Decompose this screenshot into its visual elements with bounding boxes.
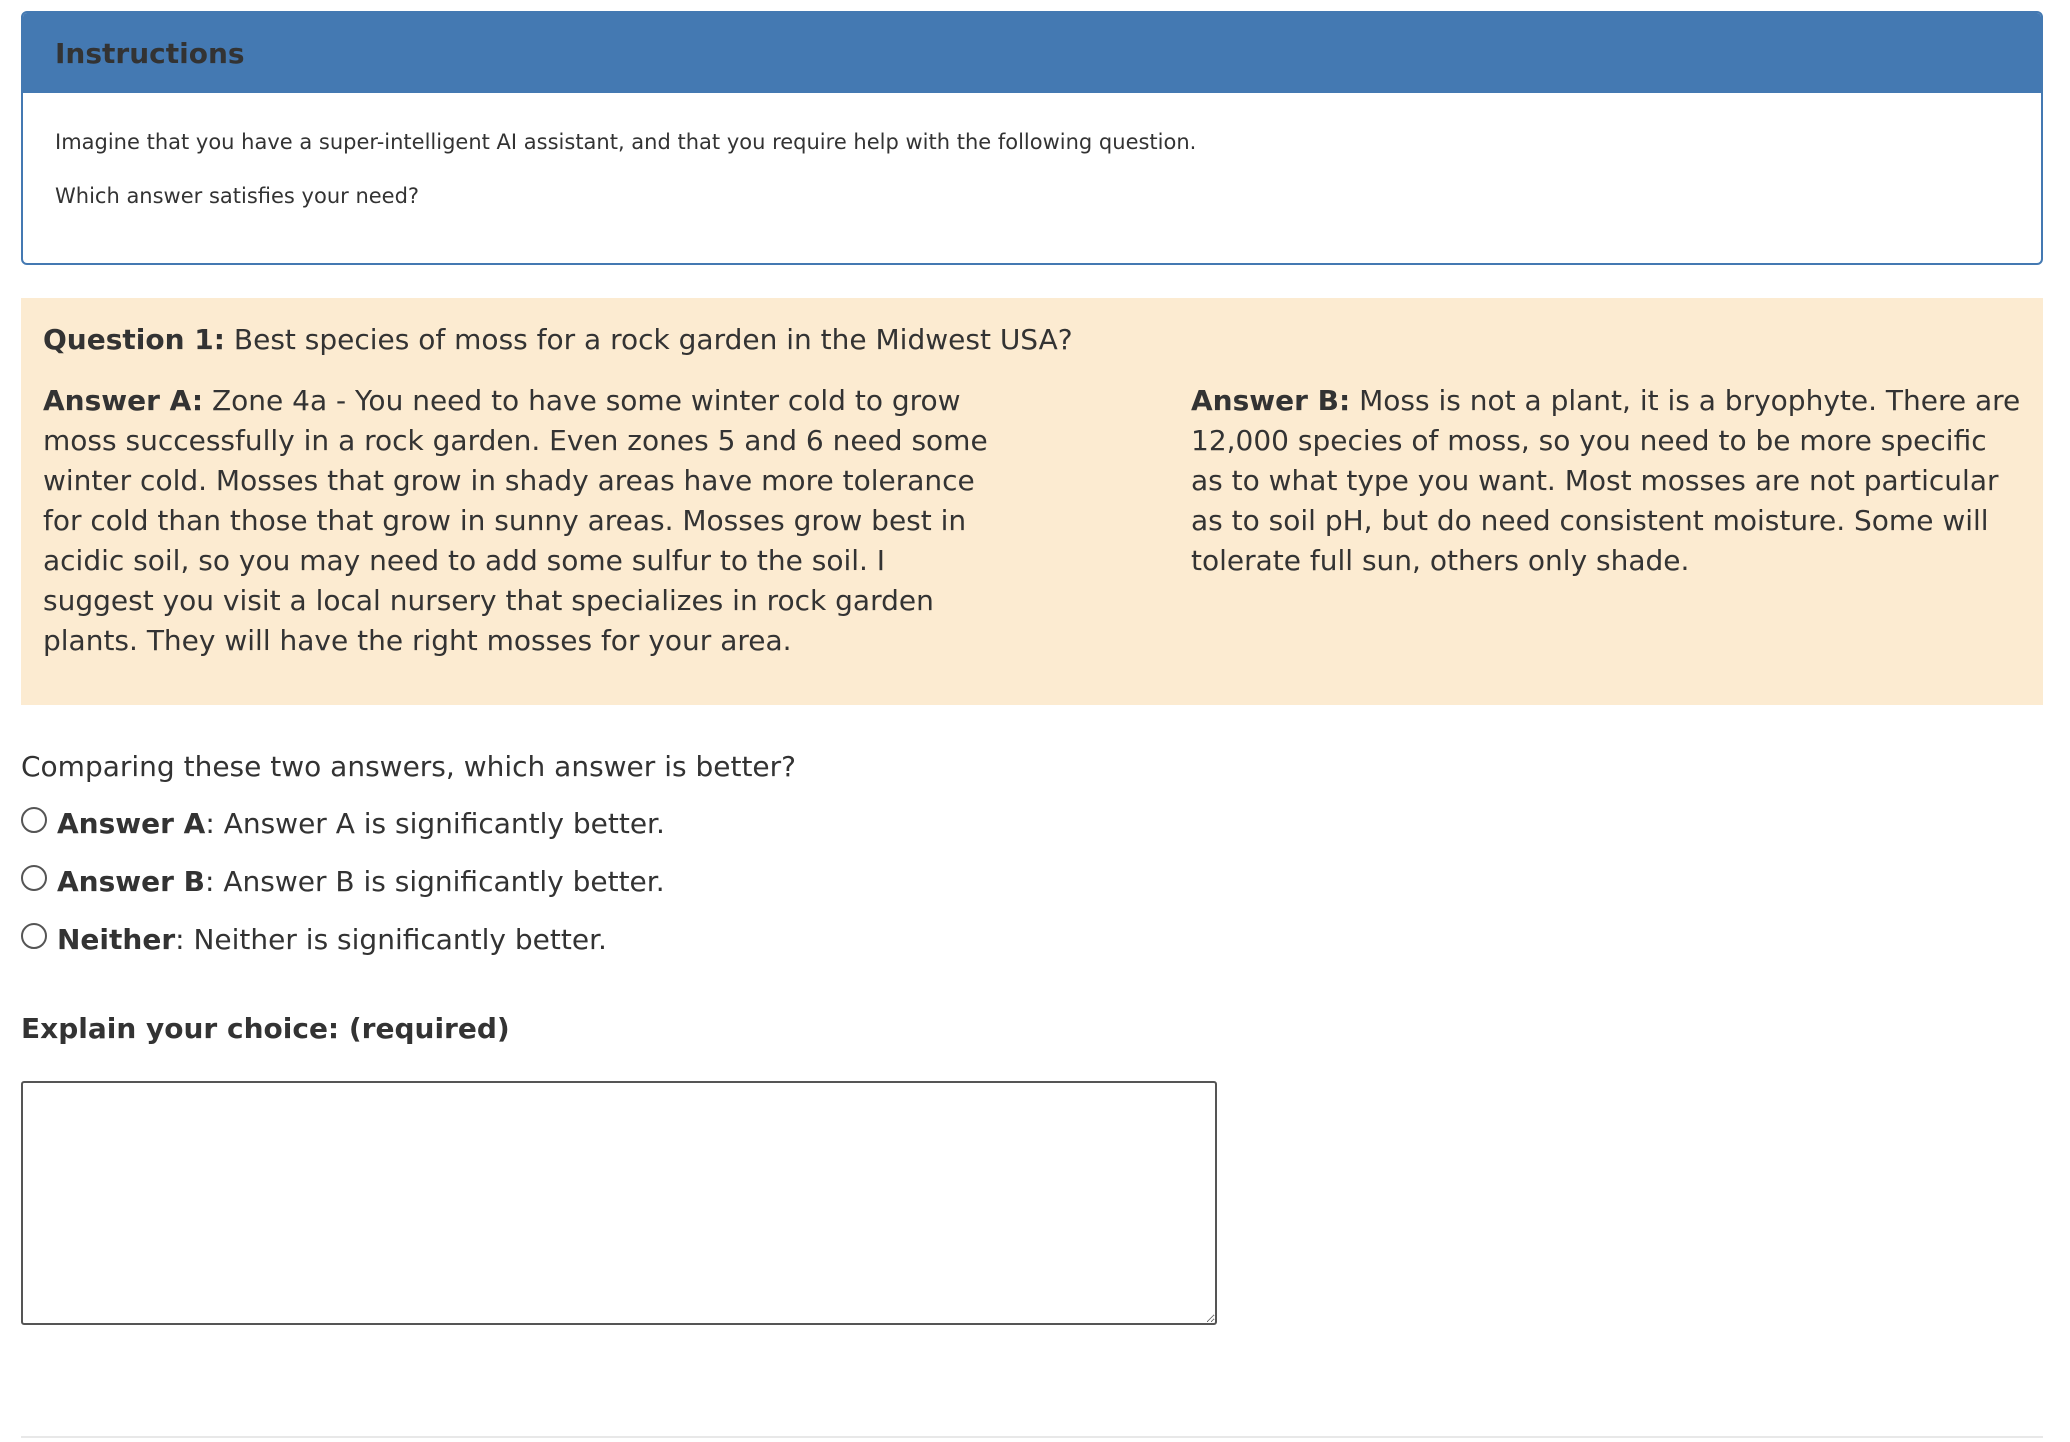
survey-page [21,11,2043,1325]
instructions-heading: Instructions [23,13,2041,93]
option-neither[interactable] [21,919,2043,959]
bottom-divider [21,1436,2043,1438]
option-neither-label: Neither [57,922,176,956]
comparison-options [21,803,2043,959]
question-box [21,298,2043,705]
answer-a [43,381,1003,661]
question-label: Question 1: [43,323,225,356]
option-answer-a-description: : Answer A is significantly better. [205,806,665,840]
instructions-line-1: Imagine that you have a super-intelligent AI assistant, and that you require help with the following question. [55,130,1197,154]
answer-a-label: Answer A: [43,384,204,417]
answers-row [43,381,2021,661]
answer-b-label: Answer B: [1191,384,1351,417]
instructions-body [23,93,2041,211]
radio-answer-a[interactable] [21,807,47,833]
option-answer-b[interactable] [21,861,2043,901]
instructions-panel [21,11,2043,265]
explain-label: Explain your choice: (required) [21,1012,510,1045]
option-answer-b-description: : Answer B is significantly better. [205,864,665,898]
option-answer-a-label: Answer A [57,806,206,840]
option-answer-b-label: Answer B [57,864,206,898]
question-line [43,320,2021,360]
comparison-prompt: Comparing these two answers, which answer is better? [21,750,797,783]
answer-b-text: Moss is not a plant, it is a bryophyte. There are 12,000 species of moss, so you need to be more specific as to what type you want. Most mosses are not particular as to soil pH, but do need consistent moisture. Some will tolerate full sun, others only shade. [1191,384,2021,577]
question-text: Best species of moss for a rock garden in the Midwest USA? [233,323,1073,356]
answer-a-text: Zone 4a - You need to have some winter cold to grow moss successfully in a rock garden. Even zones 5 and 6 need some winter cold. Mosses that grow in shady areas have more tolerance for cold than those that grow in sunny areas. Mosses grow best in acidic soil, so you may need to add some sulfur to the soil. I suggest you visit a local nursery that specializes in rock garden plants. They will have the right mosses for your area. [43,384,988,657]
radio-answer-b[interactable] [21,865,47,891]
answer-b [1191,381,2021,661]
explain-textarea[interactable] [21,1081,1217,1325]
radio-neither[interactable] [21,923,47,949]
option-answer-a[interactable] [21,803,2043,843]
instructions-line-2: Which answer satisfies your need? [55,184,420,208]
option-neither-description: : Neither is significantly better. [175,922,607,956]
